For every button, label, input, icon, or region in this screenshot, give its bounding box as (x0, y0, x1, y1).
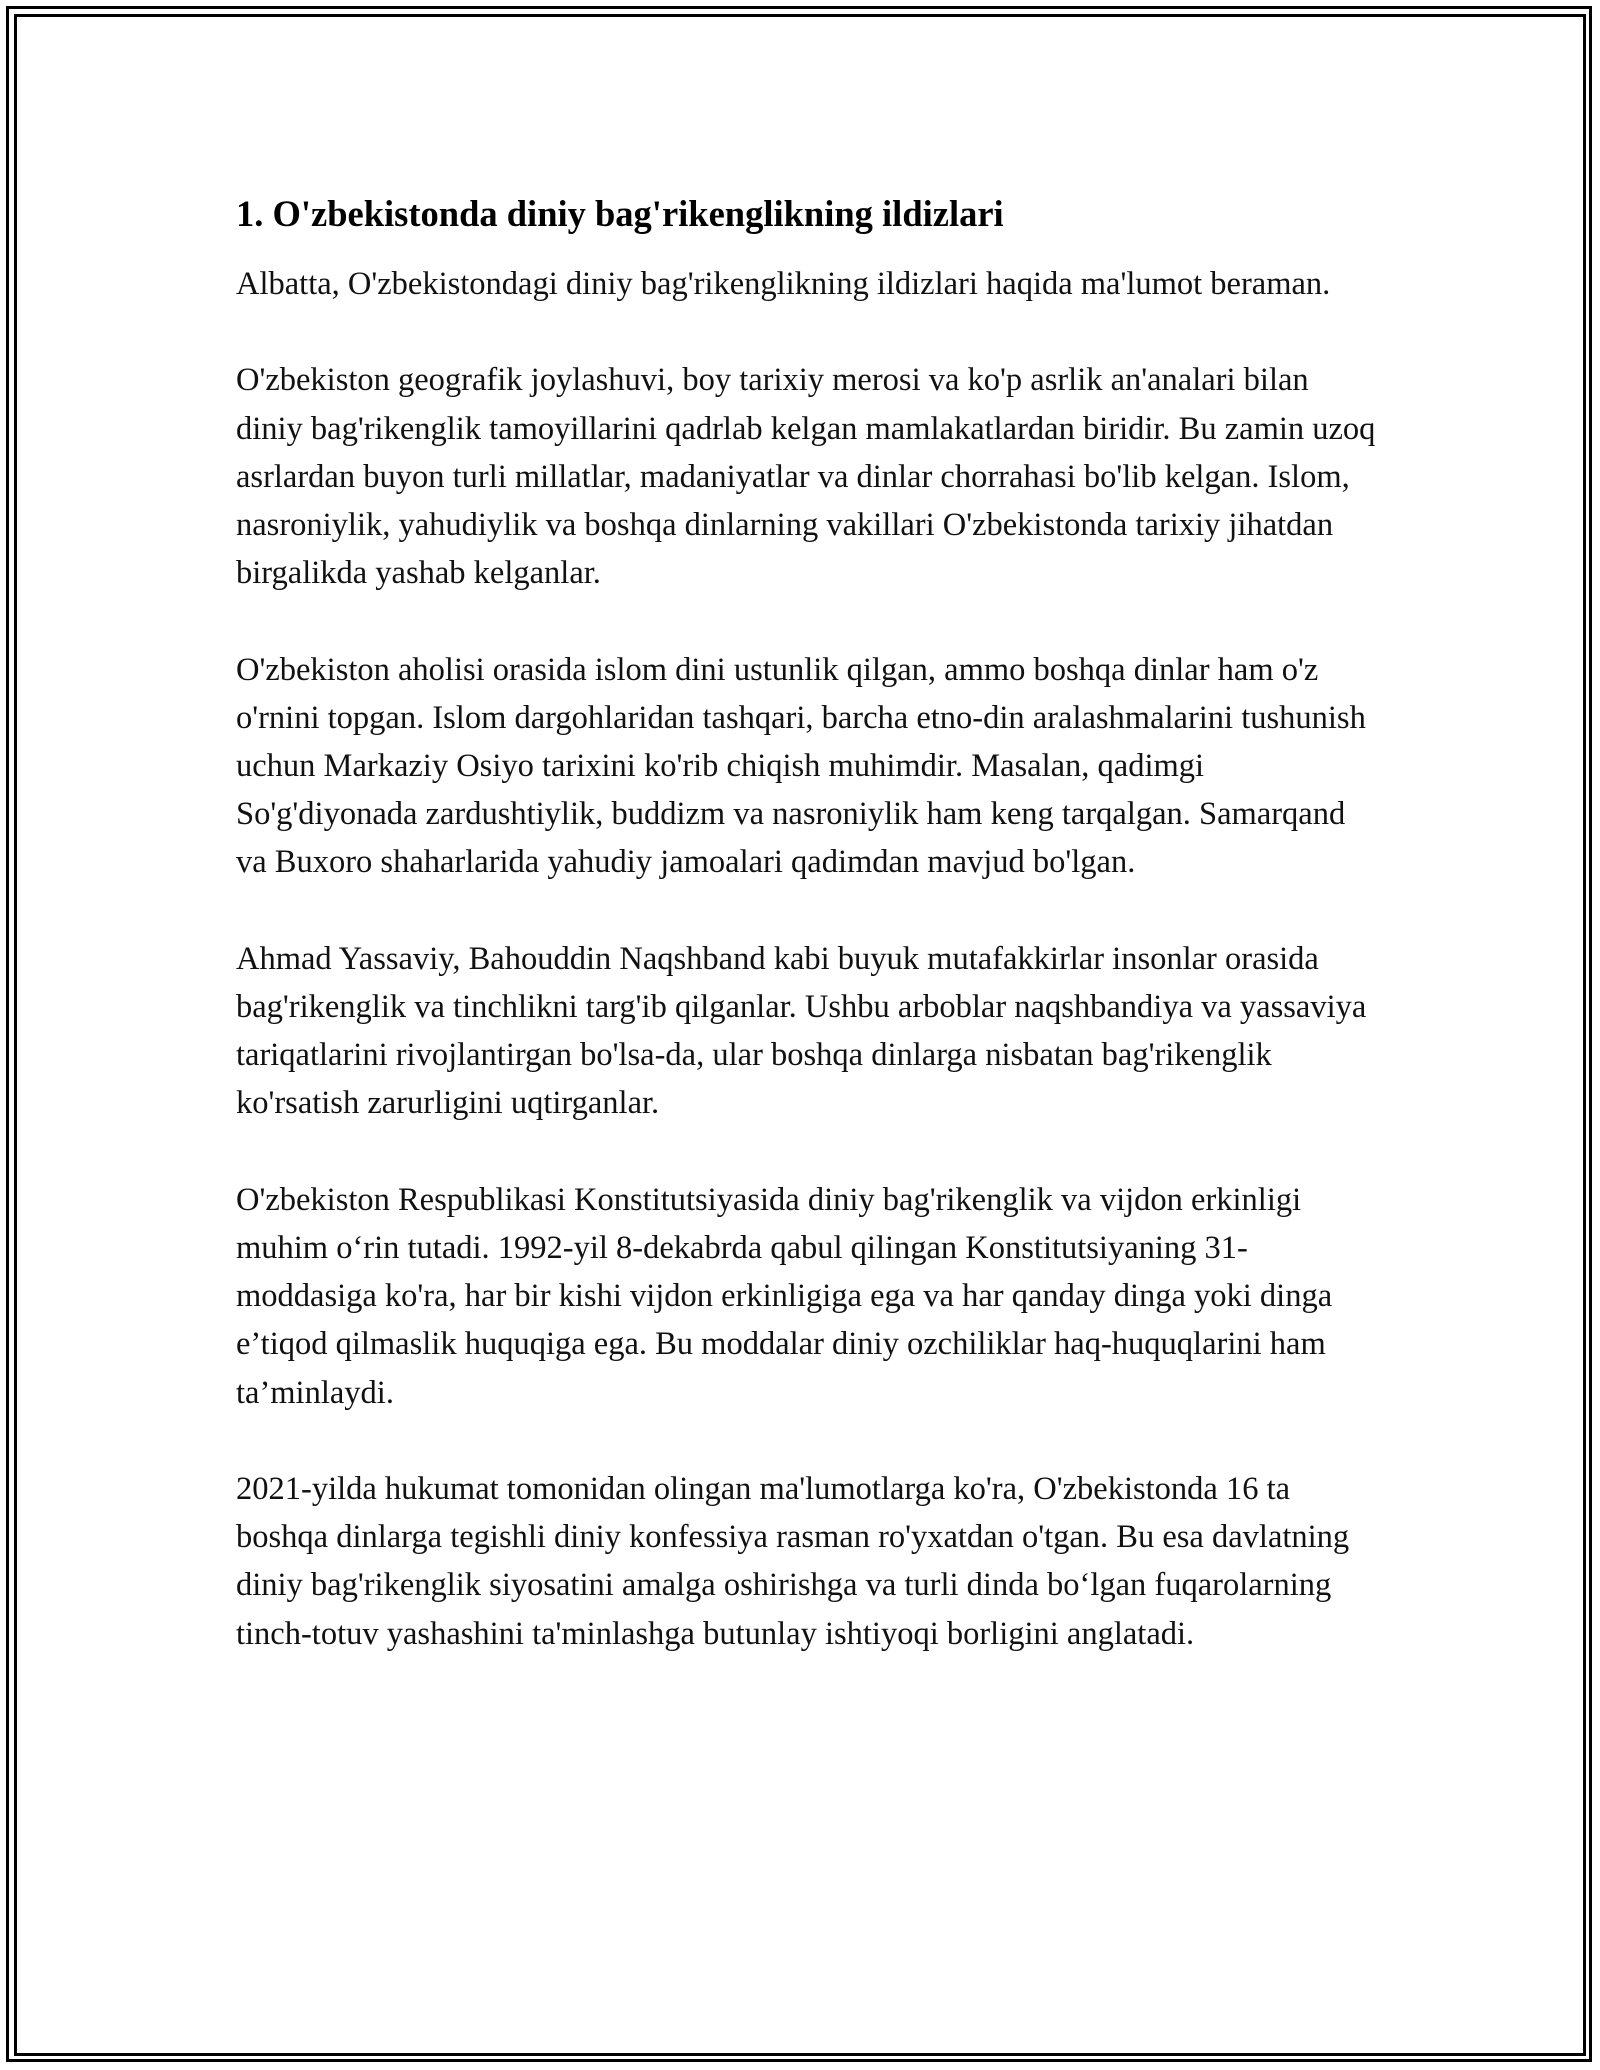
paragraph-intro: Albatta, O'zbekistondagi diniy bag'rikenglikning ildizlari haqida ma'lumot beraman. (236, 266, 1331, 302)
section-heading: 1. O'zbekistonda diniy bag'rikenglikning ildizlari (236, 193, 1004, 234)
paragraph-confessions-2021: 2021-yilda hukumat tomonidan olingan ma'lumotlarga ko'ra, O'zbekistonda 16 ta boshqa dinlarga tegishli diniy konfessiya rasman ro'yxatdan o'tgan. Bu esa davlatning diniy bag'rikenglik siyosatini amalga oshirishga va turli dinda bo‘lgan fuqarolarning tinch-totuv yashashini ta'minlashga butunlay ishtiyoqi borligini anglatadi. (236, 1471, 1350, 1652)
document-body (236, 190, 1376, 1706)
paragraph-population-religions: O'zbekiston aholisi orasida islom dini ustunlik qilgan, ammo boshqa dinlar ham o'z o'rnini topgan. Islom dargohlaridan tashqari, barcha etno-din aralashmalarini tushunish uchun Markaziy Osiyo tarixini ko'rib chiqish muhimdir. Masalan, qadimgi So'g'diyonada zardushtiylik, buddizm va nasroniylik ham keng tarqalgan. Samarqand va Buxoro shaharlarida yahudiy jamoalari qadimdan mavjud bo'lgan. (236, 651, 1366, 881)
paragraph-thinkers: Ahmad Yassaviy, Bahouddin Naqshband kabi buyuk mutafakkirlar insonlar orasida bag'rikenglik va tinchlikni targ'ib qilganlar. Ushbu arboblar naqshbandiya va yassaviya tariqatlarini rivojlantirgan bo'lsa-da, ular boshqa dinlarga nisbatan bag'rikenglik ko'rsatish zarurligini uqtirganlar. (236, 940, 1367, 1122)
paragraph-constitution: O'zbekiston Respublikasi Konstitutsiyasida diniy bag'rikenglik va vijdon erkinligi muhim o‘rin tutadi. 1992-yil 8-dekabrda qabul qilingan Konstitutsiyaning 31-moddasiga ko'ra, har bir kishi vijdon erkinligiga ega va har qanday dinga yoki dinga e’tiqod qilmaslik huquqiga ega. Bu moddalar diniy ozchiliklar haq-huquqlarini ham ta’minlaydi. (236, 1181, 1333, 1411)
paragraph-geography-history: O'zbekiston geografik joylashuvi, boy tarixiy merosi va ko'p asrlik an'analari bilan diniy bag'rikenglik tamoyillarini qadrlab kelgan mamlakatlardan biridir. Bu zamin uzoq asrlardan buyon turli millatlar, madaniyatlar va dinlar chorrahasi bo'lib kelgan. Islom, nasroniylik, yahudiylik va boshqa dinlarning vakillari O'zbekistonda tarixiy jihatdan birgalikda yashab kelganlar. (236, 362, 1376, 592)
